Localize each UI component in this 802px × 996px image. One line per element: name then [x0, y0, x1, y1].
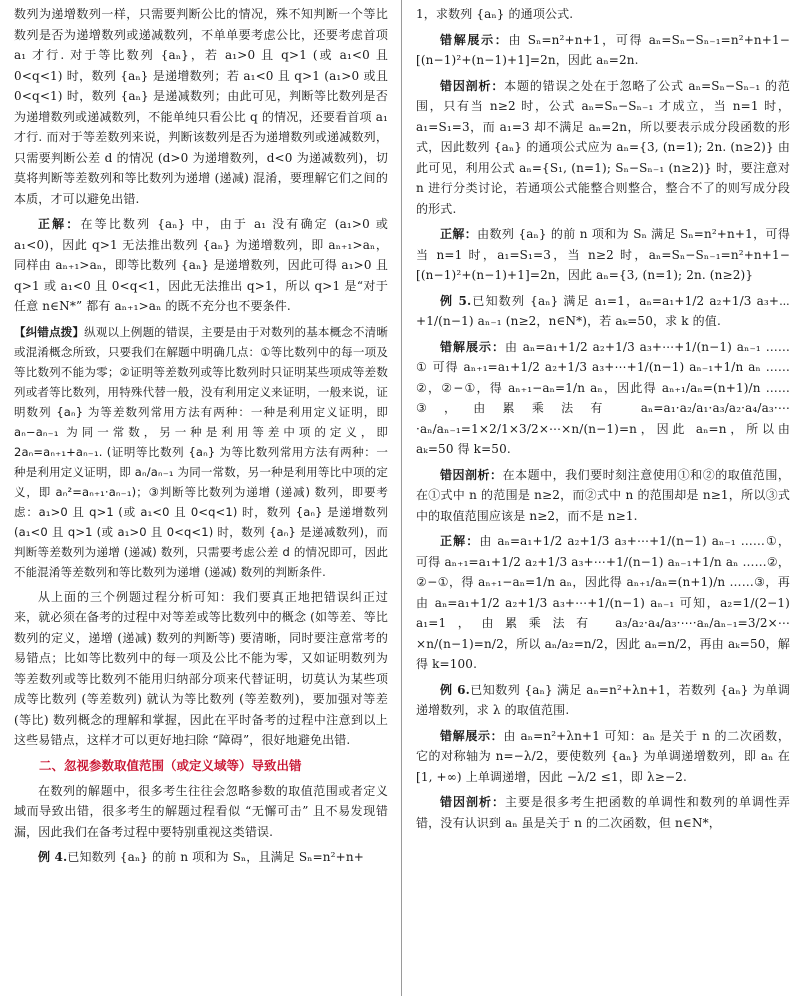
summary-paragraph: 从上面的三个例题过程分析可知：我们要真正地把错误纠正过来，就必须在备考的过程中对等差或等比数列中的概念 (如等差、等比数列的定义，递增 (递减) 数列的判断等) 要清晰，同时要注意常考的易错点；比如等比数列中的每一项及公比不能为零，又如证明数列为等差数列或等比数列不能用归纳部分项来代替证明，切莫认为某些项成等比数列 (等差数列) 就认为等比数列 (等差数列)，要加强对等差 (等比) 数列概念的理解和掌握，因此在平时备考的过程中注意到以上这些易错点，这样才可以更好地扫除 “障碍”，很好地避免出错. — [14, 589, 388, 747]
paragraph-body: 本题的错误之处在于忽略了公式 aₙ=Sₙ−Sₙ₋₁ 的范围，只有当 n≥2 时，公式 aₙ=Sₙ−Sₙ₋₁ 才成立，当 n=1 时，a₁=S₁=3，而 a₁=3 却不满足 aₙ=2n，所以要表示成分段函数的形式，因此数列 {aₙ} 的通项公式应为 aₙ={3, (n=1); 2n. (n≥2)} 由此可见，利用公式 aₙ={S₁, (n=1); Sₙ−Sₙ₋₁ (n≥2)} 时，要注意对 n 进行分类讨论，若通项公式能整合则整合，整合不了的则写成分段的形式. — [416, 78, 790, 216]
error-analysis-label: 错因剖析： — [440, 795, 505, 809]
example-body: 已知数列 {aₙ} 满足 aₙ=n²+λn+1，若数列 {aₙ} 为单调递增数列，求 λ 的取值范围. — [416, 682, 790, 717]
paragraph-body: 由 aₙ=a₁+1/2 a₂+1/3 a₃+⋯+1/(n−1) aₙ₋₁ ……① 可得 aₙ₊₁=a₁+1/2 a₂+1/3 a₃+⋯+1/(n−1) aₙ₋₁+1/n aₙ ……②，②−①，得 aₙ₊₁−aₙ=1/n aₙ，因此得 aₙ₊₁/aₙ=(n+1)/n ……③，由累乘法有 aₙ=a₁·a₂/a₁·a₃/a₂·a₄/a₃·⋯·aₙ/aₙ₋₁=1×2/1×3/2×⋯×n/(n−1)=n，因此 aₙ=n，所以由 aₖ=50 得 k=50. — [416, 339, 790, 456]
section-heading: 二、忽视参数取值范围（或定义域等）导致出错 — [39, 757, 302, 773]
correct-solution-label: 正解： — [38, 217, 81, 231]
correct-solution-label: 正解： — [440, 227, 478, 241]
wrong-solution-label: 错解展示： — [440, 32, 509, 47]
example-6-paragraph — [416, 680, 790, 721]
error-correction-note — [14, 322, 388, 582]
wrong-solution-paragraph — [416, 337, 790, 460]
left-column — [14, 4, 388, 994]
correct-solution-label: 正解： — [440, 534, 480, 548]
note-body: 纵观以上例题的错误，主要是由于对数列的基本概念不清晰或混淆概念所致，只要我们在解题中明确几点：①等比数列中的每一项及等比数列不能为零；②证明等差数列或等比数列时只证明某些项成等差数列或者等比数列，用特殊代替一般，没有利用定义来证明，一般来说，证明数列 {aₙ} 为等差数列常用方法有两种：一种是利用定义证明，即 aₙ−aₙ₋₁ 为同一常数，另一种是利用等差中项的定义，即 2aₙ=aₙ₊₁+aₙ₋₁. (证明等比数列 {aₙ} 为等比数列常用方法有两种：一种是利用定义证明，即 aₙ/aₙ₋₁ 为同一常数，另一种是利用等比中项的定义，即 aₙ²=aₙ₊₁·aₙ₋₁)；③判断等比数列为递增 (递减) 数列，即要考虑：a₁>0 且 q>1 (或 a₁<0 且 0<q<1) 时，数列 {aₙ} 是递增数列 (a₁<0 且 q>1 (或 a₁>0 且 0<q<1) 时，数列 {aₙ} 是递减数列)，而判断等差数列为递增 (递减) 数列，只需要考虑公差 d 的情况即可，因此不能混淆等差数列和等比数列为递增 (递减) 数列的判断条件. — [14, 324, 388, 579]
paragraph-body: 在本题中，我们要时刻注意使用①和②的取值范围，在①式中 n 的范围是 n≥2，而②式中 n 的范围却是 n≥1，所以③式中的取值范围应该是 n≥2，而不是 n≥1. — [416, 467, 790, 523]
wrong-solution-label: 错解展示： — [440, 339, 505, 354]
column-divider — [401, 0, 402, 996]
paragraph-body: 在等比数列 {aₙ} 中，由于 a₁ 没有确定 (a₁>0 或 a₁<0)，因此 q>1 无法推出数列 {aₙ} 为递增数列，即 aₙ₊₁>aₙ，同样由 aₙ₊₁>aₙ，即等比数列 {aₙ} 是递增数列，因此可得 a₁>0 且 q>1 或 a₁<0 且 0<q<1，因此无法推出 q>1，所以 q>1 是“对于任意 n∈N*” 都有 aₙ₊₁>aₙ 的既不充分也不要条件. — [14, 217, 388, 313]
error-analysis-label: 错因剖析： — [440, 78, 505, 93]
paragraph-body: 由 aₙ=a₁+1/2 a₂+1/3 a₃+⋯+1/(n−1) aₙ₋₁ ……①，可得 aₙ₊₁=a₁+1/2 a₂+1/3 a₃+⋯+1/(n−1) aₙ₋₁+1/n aₙ ……②，②−①，得 aₙ₊₁−aₙ=1/n aₙ，因此得 aₙ₊₁/aₙ=(n+1)/n ……③，再由 aₙ=a₁+1/2 a₂+1/3 a₃+⋯+1/(n−1) aₙ₋₁ 可知，a₂=1/(2−1) a₁=1，由累乘法有 a₃/a₂·a₄/a₃·⋯·aₙ/aₙ₋₁=3/2×⋯×n/(n−1)=n/2，所以 aₙ/a₂=n/2，因此 aₙ=n/2，再由 aₖ=50，解得 k=100. — [416, 534, 790, 671]
wrong-solution-paragraph — [416, 726, 790, 788]
paragraph: 1，求数列 {aₙ} 的通项公式. — [416, 7, 574, 21]
example-label: 例 4. — [38, 850, 68, 864]
note-tag: 【纠错点拨】 — [14, 324, 85, 339]
example-body: 已知数列 {aₙ} 满足 a₁=1，aₙ=a₁+1/2 a₂+1/3 a₃+⋯+1/(n−1) aₙ₋₁ (n≥2，n∈N*)，若 aₖ=50，求 k 的值. — [416, 293, 790, 328]
paragraph-body: 由数列 {aₙ} 的前 n 项和为 Sₙ 满足 Sₙ=n²+n+1，可得当 n=1 时，a₁=S₁=3，当 n≥2 时，aₙ=Sₙ−Sₙ₋₁=n²+n+1−[(n−1)²+(n−1)+1]=2n，因此 aₙ={3, (n=1); 2n. (n≥2)} — [416, 227, 790, 282]
correct-solution-paragraph — [416, 531, 790, 675]
right-column — [416, 4, 790, 994]
example-5-paragraph — [416, 291, 790, 332]
example-label: 例 5. — [440, 293, 472, 308]
correct-solution-paragraph — [14, 214, 388, 317]
correct-solution-paragraph — [416, 224, 790, 286]
example-4-paragraph — [14, 847, 388, 868]
paragraph-body: 由 Sₙ=n²+n+1，可得 aₙ=Sₙ−Sₙ₋₁=n²+n+1−[(n−1)²+(n−1)+1]=2n，因此 aₙ=2n. — [416, 32, 790, 67]
paragraph: 数列为递增数列一样，只需要判断公比的情况，殊不知判断一个等比数列是否为递增数列或递减数列，不单单要考虑公比，还要考虑首项 a₁ 才行. 对于等比数列 {aₙ}，若 a₁>0 且 q>1 (或 a₁<0 且 0<q<1) 时，数列 {aₙ} 是递增数列；若 a₁<0 且 q>1 (a₁>0 或且 0<q<1) 时，数列 {aₙ} 是递减数列；由此可见，判断等比数列是否为递增数列或递减数列，不能单纯只看公比 q 的情况，还要看首项 a₁ 才行. 而对于等差数列来说，判断该数列是否为递增数列或递减数列，只需要判断公差 d 的情况 (d>0 为递增数列，d<0 为递减数列)，切莫将判断等差数列和等比数列为递增 (递减) 混淆，要理解它们之间的本质，才可以避免出错. — [14, 7, 388, 206]
error-analysis-paragraph — [416, 792, 790, 833]
section-intro-paragraph: 在数列的解题中，很多考生往往会忽略参数的取值范围或者定义域而导致出错，很多考生的解题过程看似 “无懈可击” 且不易发现错漏，因此我们在备考过程中要特别重视这类错误. — [14, 783, 388, 839]
paragraph-body: 由 aₙ=n²+λn+1 可知：aₙ 是关于 n 的二次函数，它的对称轴为 n=−λ/2，要使数列 {aₙ} 为单调递增数列，即 aₙ 在 [1, +∞) 上单调递增，因此 −λ/2 ≤1，即 λ≥−2. — [416, 728, 790, 784]
example-label: 例 6. — [440, 682, 470, 697]
paragraph-body: 主要是很多考生把函数的单调性和数列的单调性弄错，没有认识到 aₙ 虽是关于 n 的二次函数，但 n∈N*， — [416, 795, 790, 830]
wrong-solution-paragraph — [416, 30, 790, 71]
error-analysis-paragraph — [416, 465, 790, 527]
wrong-solution-label: 错解展示： — [440, 728, 504, 743]
example-body: 已知数列 {aₙ} 的前 n 项和为 Sₙ，且满足 Sₙ=n²+n+ — [67, 850, 364, 864]
error-analysis-paragraph — [416, 76, 790, 220]
error-analysis-label: 错因剖析： — [440, 467, 503, 482]
